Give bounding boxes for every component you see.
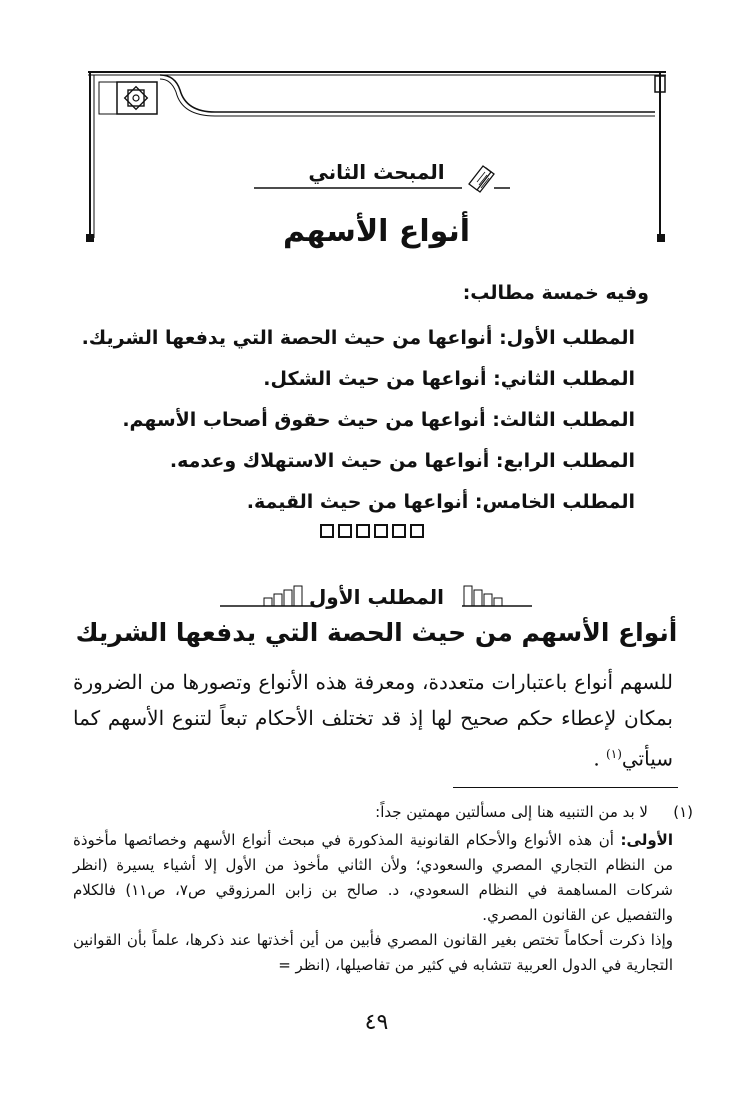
paragraph-text: للسهم أنواع باعتبارات متعددة، ومعرفة هذه الأنواع وتصورها من الضرورة بمكان لإعطاء حكم صحيح لها إذ قد تختلف الأحكام تبعاً لتنوع الأسهم كما سيأتي (73, 670, 673, 771)
requirements-list (82, 318, 635, 523)
footnote-body (73, 828, 673, 978)
requirement-text: أنواعها من حيث القيمة. (246, 491, 469, 513)
body-paragraph (73, 664, 673, 777)
requirement-name: المطلب الأول: (499, 327, 635, 349)
paragraph-end: . (593, 746, 600, 771)
list-item (82, 318, 635, 359)
requirement-name: المطلب الثاني: (493, 368, 635, 390)
footnote-paragraph-1 (73, 828, 673, 928)
requirement-title: أنواع الأسهم من حيث الحصة التي يدفعها الشريك (75, 618, 678, 647)
divider-square (392, 524, 406, 538)
divider-square (410, 524, 424, 538)
list-item (82, 359, 635, 400)
requirement-text: أنواعها من حيث الاستهلاك وعدمه. (169, 450, 490, 472)
divider-square (320, 524, 334, 538)
footnote-ref: (١) (606, 747, 622, 761)
intro-text: وفيه خمسة مطالب: (462, 282, 649, 304)
requirement-name: المطلب الرابع: (495, 450, 635, 472)
requirement-heading: المطلب الأول (308, 585, 445, 609)
divider-squares (320, 524, 424, 538)
requirement-text: أنواعها من حيث الشكل. (263, 368, 487, 390)
footnote-text-1: أن هذه الأنواع والأحكام القانونية المذكورة في مبحث أنواع الأسهم وخصائصها مأخوذة من النظام التجاري المصري والسعودي؛ ولأن الثاني مأخوذ من الأول إلا أشياء يسيرة (انظر شركات المساهمة في النظام السعودي، د. صالح بن زابن المرزوقي ص٧، ص١١) فالكلام والتفصيل عن القانون المصري. (73, 831, 674, 924)
footnote-number: (١) (673, 803, 693, 821)
footnote-paragraph-2: وإذا ذكرت أحكاماً تختص بغير القانون المصري فأبين من أين أخذتها عند ذكرها، علماً بأن القوانين التجارية في الدول العربية تتشابه في كثير من تفاصيلها، (انظر = (73, 931, 673, 974)
divider-square (338, 524, 352, 538)
requirement-text: أنواعها من حيث الحصة التي يدفعها الشريك. (81, 327, 493, 349)
footnote-separator (453, 787, 678, 788)
page-number: ٤٩ (364, 1010, 389, 1035)
requirement-name: المطلب الثالث: (492, 409, 635, 431)
requirement-name: المطلب الخامس: (474, 491, 635, 513)
section-label: المبحث الثاني (308, 160, 445, 184)
footnote-label: الأولى: (620, 831, 673, 849)
list-item (82, 441, 635, 482)
requirement-text: أنواعها من حيث حقوق أصحاب الأسهم. (122, 409, 486, 431)
divider-square (356, 524, 370, 538)
divider-square (374, 524, 388, 538)
main-title: أنواع الأسهم (282, 214, 471, 249)
list-item (82, 400, 635, 441)
footnote-first-line: لا بد من التنبيه هنا إلى مسألتين مهمتين جداً: (375, 803, 648, 821)
list-item (82, 482, 635, 523)
